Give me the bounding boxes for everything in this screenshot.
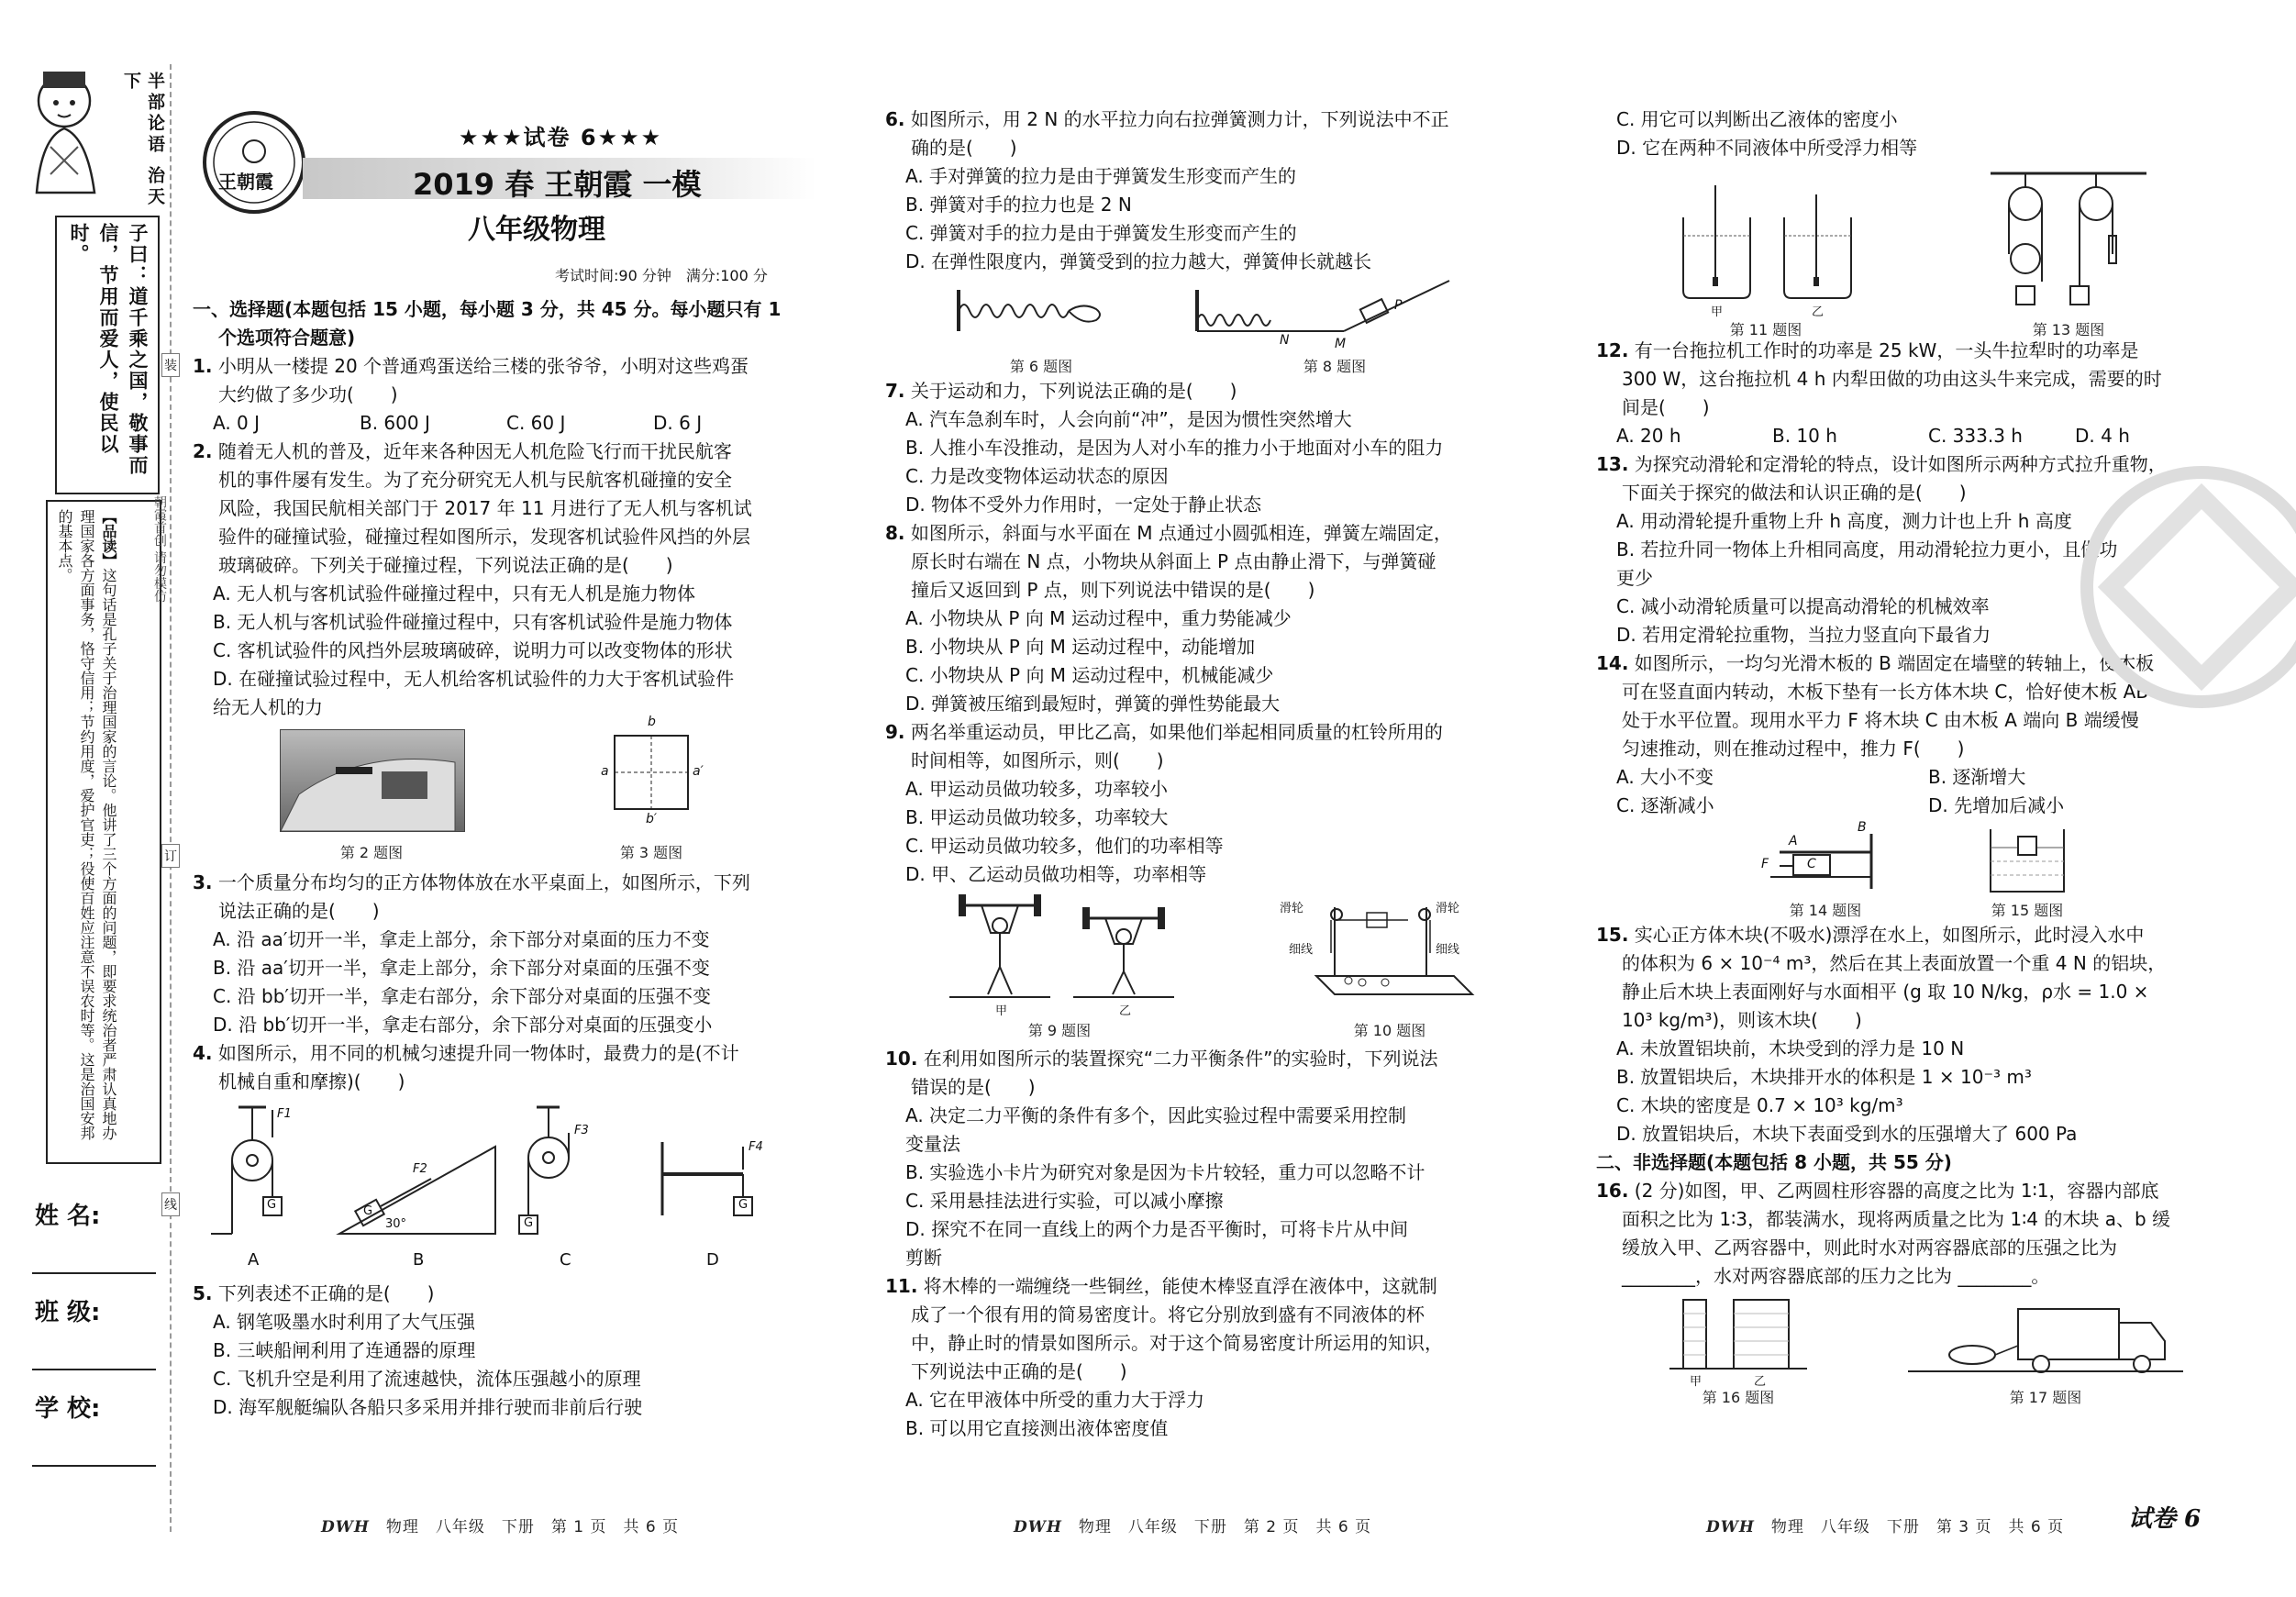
question-11: 11. 将木棒的一端缠绕一些铜丝，能使木棒竖直浮在液体中，这就制 (885, 1275, 1437, 1297)
fig-11-label-yi: 乙 (1812, 305, 1825, 319)
q2-opt-c[interactable]: C. 客机试验件的风挡外层玻璃破碎，说明力可以改变物体的形状 (213, 639, 733, 661)
fig-9-label-jia: 甲 (995, 1004, 1008, 1018)
subject-title: 八年级物理 (468, 214, 605, 246)
section-1-title-cont: 个选项符合题意) (218, 327, 356, 349)
q2-opt-d[interactable]: D. 在碰撞试验过程中，无人机给客机试验件的力大于客机试验件 (213, 668, 735, 690)
fig-4-g-a: G (267, 1198, 277, 1212)
scholar-illustration (23, 64, 110, 202)
fig-4-angle: 30° (385, 1217, 407, 1231)
q5-opt-d[interactable]: D. 海军舰艇编队各船只多采用并排行驶而非前后行驶 (213, 1396, 643, 1418)
q5-opt-c[interactable]: C. 飞机升空是利用了流速越快，流体压强越小的原理 (213, 1368, 641, 1390)
q14-options-row1 (1596, 763, 2220, 792)
question-16: 16. (2 分)如图，甲、乙两圆柱形容器的高度之比为 1∶1，容器内部底 (1596, 1180, 2159, 1202)
q13-opt-c[interactable]: C. 减小动滑轮质量可以提高动滑轮的机械效率 (1616, 595, 1990, 617)
q15-opt-a[interactable]: A. 未放置铝块前，木块受到的浮力是 10 N (1616, 1037, 1965, 1059)
fig-8-label-n: N (1280, 333, 1290, 348)
q6-opt-b[interactable]: B. 弹簧对手的拉力也是 2 N (905, 194, 1132, 216)
reading-box (46, 500, 161, 1164)
fig-9-label-yi: 乙 (1119, 1004, 1132, 1018)
q10-opt-b[interactable]: B. 实验选小卡片为研究对象是因为卡片较轻，重力可以忽略不计 (905, 1161, 1425, 1183)
q9-opt-b[interactable]: B. 甲运动员做功较多，功率较大 (905, 806, 1169, 828)
q1-opt-b[interactable]: B. 600 J (360, 412, 430, 434)
q6-opt-a[interactable]: A. 手对弹簧的拉力是由于弹簧发生形变而产生的 (905, 165, 1297, 187)
paper-tag: ★★★试卷 6★★★ (459, 125, 663, 150)
paper-badge: 试卷 6 (2128, 1505, 2202, 1533)
question-5: 5. 下列表述不正确的是( ) (193, 1282, 435, 1304)
q12-opt-a[interactable]: A. 20 h (1616, 425, 1681, 447)
fig-16-17-row (1596, 1291, 2220, 1406)
question-15: 15. 实心正方体木块(不吸水)漂浮在水上，如图所示，此时浸入水中 (1596, 924, 2145, 946)
reading-text: 这句话是孔子关于治理国家的言论。他讲了三个方面的问题，即要求统治者严肃认真地办理国家各方面事务，恪守信用；节约用度，爱护官吏；役使百姓应注意不误农时等。这是治国安邦的基本点。 (56, 509, 117, 1140)
q10-opt-a[interactable]: A. 决定二力平衡的条件有多个，因此实验过程中需要采用控制 (905, 1104, 1407, 1126)
fig-10-label-pulley1: 滑轮 (1280, 902, 1304, 915)
fig-3-diagram (596, 715, 706, 837)
q6-opt-c[interactable]: C. 弹簧对手的拉力是由于弹簧发生形变而产生的 (905, 222, 1297, 244)
question-14: 14. 如图所示，一均匀光滑木板的 B 端固定在墙壁的转轴上，使木板 (1596, 652, 2155, 674)
q12-opt-d[interactable]: D. 4 h (2075, 425, 2130, 447)
fig-11-label-jia: 甲 (1711, 305, 1724, 319)
q3-opt-d[interactable]: D. 沿 bb′切开一半，拿走右部分，余下部分对桌面的压强变小 (213, 1014, 713, 1036)
q15-opt-b[interactable]: B. 放置铝块后，木块排开水的体积是 1 × 10⁻³ m³ (1616, 1066, 2032, 1088)
class-field[interactable] (32, 1367, 156, 1370)
fig-2-3-row (193, 715, 816, 869)
fig-4-machines (193, 1096, 816, 1280)
q8-opt-a[interactable]: A. 小物块从 P 向 M 运动过程中，重力势能减少 (905, 607, 1292, 629)
fig-8-label-m: M (1335, 337, 1347, 351)
q11-opt-b[interactable]: B. 可以用它直接测出液体密度值 (905, 1417, 1169, 1439)
question-8: 8. 如图所示，斜面与水平面在 M 点通过小圆弧相连，弹簧左端固定， (885, 522, 1452, 544)
q3-opt-a[interactable]: A. 沿 aa′切开一半，拿走上部分，余下部分对桌面的压力不变 (213, 928, 710, 950)
fig-14-label-b: B (1858, 820, 1867, 835)
q3-opt-c[interactable]: C. 沿 bb′切开一半，拿走右部分，余下部分对桌面的压强不变 (213, 985, 711, 1007)
fig-6-8-row (885, 276, 1514, 377)
fig-14-caption: 第 14 题图 (1789, 902, 1862, 919)
fig-4-g-c: G (524, 1216, 534, 1230)
q11-opt-d[interactable]: D. 它在两种不同液体中所受浮力相等 (1616, 137, 1918, 159)
q8-opt-c[interactable]: C. 小物块从 P 向 M 运动过程中，机械能减少 (905, 664, 1274, 686)
footer-page-2: DWH 物理 八年级 下册 第 2 页 共 6 页 (1014, 1518, 1372, 1536)
q12-options (1596, 422, 2220, 450)
q14-opt-b[interactable]: B. 逐渐增大 (1928, 766, 2026, 788)
q9-opt-d[interactable]: D. 甲、乙运动员做功相等，功率相等 (905, 863, 1207, 885)
q12-opt-b[interactable]: B. 10 h (1772, 425, 1837, 447)
fig-4-label-b: B (413, 1250, 425, 1270)
fig-14-label-f: F (1761, 857, 1769, 871)
binding-tag-1: 装 (161, 353, 180, 377)
fig-4-label-d: D (706, 1250, 719, 1270)
q14-opt-d[interactable]: D. 先增加后减小 (1928, 794, 2065, 816)
exam-info: 考试时间:90 分钟 满分:100 分 (555, 267, 768, 284)
fig-13-caption: 第 13 题图 (2032, 321, 2105, 338)
q13-opt-a[interactable]: A. 用动滑轮提升重物上升 h 高度，测力计也上升 h 高度 (1616, 510, 2072, 532)
q1-options (193, 409, 816, 438)
q13-opt-d[interactable]: D. 若用定滑轮拉重物，当拉力竖直向下最省力 (1616, 624, 1991, 646)
question-9: 9. 两名举重运动员，甲比乙高，如果他们举起相同质量的杠铃所用的 (885, 721, 1443, 743)
question-7: 7. 关于运动和力，下列说法正确的是( ) (885, 380, 1237, 402)
q1-opt-c[interactable]: C. 60 J (506, 412, 566, 434)
binding-tag-2: 订 (161, 844, 180, 868)
fig-4-force-f4: F4 (749, 1140, 763, 1154)
quote-text: 子曰：道千乘之国，敬事而信，节用而爱人，使民以时。 (68, 223, 149, 476)
page-title: 2019 春 王朝霞 一模 (413, 167, 702, 202)
q7-opt-d[interactable]: D. 物体不受外力作用时，一定处于静止状态 (905, 494, 1262, 516)
fig-14-15-row (1596, 820, 2220, 921)
section-2-title: 二、非选择题(本题包括 8 小题，共 55 分) (1596, 1151, 1952, 1173)
column-2: 6. 如图所示，用 2 N 的水平拉力向右拉弹簧测力计，下列说法中不正 确的是( ) A. 手对弹簧的拉力是由于弹簧发生形变而产生的 B. 弹簧对手的拉力也是 2 N C. 弹簧对手的拉力是由于弹簧发生形变而产生的 D. 在弹性限度内，弹簧受到的拉力越大，弹簧伸长就越长 N M P 第 6 题图 第 8 题图 7. 关于运动和力，下列说法正确的是( ) A. 汽车急刹车时，人会向前“冲”，是因为惯性突然增大 B. 人推小车没推动，是因为人对小车的推力小于地面对小车的阻力 C. 力是改变物体运动状态的原因 D. 物体不受外力作用时，一定处于静止状态 8. 如图所示，斜面与水平面在 M 点通过小圆弧相连，弹簧左端固定， 原长时右端在 N 点，小物块从斜面上 P 点由静止滑下，与弹簧碰 撞后又返回到 P 点，则下列说法中错误的是( ) A. 小物块从 P 向 M 运动过程中，重力势能减少 B. 小物块从 P 向 M 运动过程中，动能增加 C. 小物块从 P 向 M 运动过程中，机械能减少 D. 弹簧被压缩到最短时，弹簧的弹性势能最大 9. 两名举重运动员，甲比乙高，如果他们举起相同质量的杠铃所用的 时间相等，如图所示，则( ) A. 甲运动员做功较多，功率较小 B. 甲运动员做功较多，功率较大 C. 甲运动员做功较多，他们的功率相等 D. 甲、乙运动员做功相等，功率相等 甲 乙 滑轮 滑轮 细线 细线 第 9 题图 第 10 题图 10. 在利用如图所示的装置探究“二力平衡条件”的实验时，下列说法 错误的是( ) A. 决定二力平衡的条件有多个，因此实验过程中需要采用控制 变量法 B. 实验选小卡片为研究对象是因为卡片较轻，重力可以忽略不计 C. 采用悬挂法进行实验，可以减小摩擦 D. 探究不在同一直线上的两个力是否平衡时，可将卡片从中间 剪断 11. 将木棒的一端缠绕一些铜丝，能使木棒竖直浮在液体中，这就制 成了一个很有用的简易密度计。将它分别放到盛有不同液体的杯 中，静止时的情景如图所示。对于这个简易密度计所运用的知识， 下列说法中正确的是( ) A. 它在甲液体中所受的重力大于浮力 B. 可以用它直接测出液体密度值 DWH 物理 八年级 下册 第 2 页 共 6 页 (885, 105, 1514, 1536)
fig-10-label-pulley2: 滑轮 (1436, 902, 1460, 915)
fig-2-caption: 第 2 题图 (339, 844, 404, 861)
sidebar (0, 0, 177, 1597)
question-4: 4. 如图所示，用不同的机械匀速提升同一物体时，最费力的是(不计 (193, 1042, 739, 1064)
reading-label: 【品读】 (100, 509, 117, 568)
q7-opt-a[interactable]: A. 汽车急刹车时，人会向前“冲”，是因为惯性突然增大 (905, 408, 1352, 430)
fig-3-label-b2: b′ (646, 812, 658, 826)
binding-tag-3: 线 (161, 1192, 180, 1216)
fig-16-caption: 第 16 题图 (1702, 1389, 1775, 1406)
fig-6-caption: 第 6 题图 (1009, 358, 1073, 375)
logo-text: 王朝霞 (218, 171, 273, 193)
question-3: 3. 一个质量分布均匀的正方体物体放在水平桌面上，如图所示，下列 (193, 871, 750, 893)
q9-opt-c[interactable]: C. 甲运动员做功较多，他们的功率相等 (905, 835, 1224, 857)
q14-opt-c[interactable]: C. 逐渐减小 (1616, 794, 1714, 816)
question-10: 10. 在利用如图所示的装置探究“二力平衡条件”的实验时，下列说法 (885, 1048, 1438, 1070)
fig-3-label-a2: a′ (693, 764, 704, 779)
question-2: 2. 随着无人机的普及，近年来各种因无人机危险飞行而干扰民航客 (193, 440, 732, 462)
fig-4-g-d: G (738, 1198, 749, 1212)
column-1: 王朝霞 ★★★试卷 6★★★ 2019 春 王朝霞 一模 八年级物理 考试时间:90 分钟 满分:100 分 一、选择题(本题包括 15 小题，每小题 3 分，共 45 分。每小题只有 1 个选项符合题意) 1. 小明从一楼提 20 个普通鸡蛋送给三楼的张爷爷，小明对这些鸡蛋 大约做了多少功( ) A. 0 J B. 600 J C. 60 J D. 6 J 2. 随着无人机的普及，近年来各种因无人机危险飞行而干扰民航客 机的事件屡有发生。为了充分研究无人机与民航客机碰撞的安全 风险，我国民航相关部门于 2017 年 11 月进行了无人机与客机试 验件的碰撞试验，碰撞过程如图所示，发现客机试验件风挡的外层 玻璃破碎。下列关于碰撞过程，下列说法正确的是( ) A. 无人机与客机试验件碰撞过程中，只有无人机是施力物体 B. 无人机与客机试验件碰撞过程中，只有客机试验件是施力物体 C. 客机试验件的风挡外层玻璃破碎，说明力可以改变物体的形状 D. 在碰撞试验过程中，无人机给客机试验件的力大于客机试验件 给无人机的力 第 2 题图 b a a′ b′ 第 3 题图 3. 一个质量分布均匀的正方体物体放在水平桌面上，如图所示，下列 说法正确的是( ) A. 沿 aa′切开一半，拿走上部分，余下部分对桌面的压力不变 B. 沿 aa′切开一半，拿走上部分，余下部分对桌面的压强不变 C. 沿 bb′切开一半，拿走右部分，余下部分对桌面的压强不变 D. 沿 bb′切开一半，拿走右部分，余下部分对桌面的压强变小 4. 如图所示，用不同的机械匀速提升同一物体时，最费力的是(不计 机械自重和摩擦)( ) F1 G F2 G 30° F3 G F4 G A B C D 5. 下列表述不正确的是( ) A. 钢笔吸墨水时利用了大气压强 B. 三峡船闸利用了连通器的原理 C. 飞机升空是利用了流速越快，流体压强越小的原理 D. 海军舰艇编队各船只多采用并排行驶而非前后行驶 DWH 物理 八年级 下册 第 1 页 共 6 页 (193, 0, 816, 1597)
q15-opt-d[interactable]: D. 放置铝块后，木块下表面受到水的压强增大了 600 Pa (1616, 1123, 2078, 1145)
watermark-seal (2082, 468, 2296, 706)
q5-opt-a[interactable]: A. 钢笔吸墨水时利用了大气压强 (213, 1311, 476, 1333)
fig-2-photo (280, 729, 465, 832)
q14-options-row2 (1596, 792, 2220, 820)
q2-opt-b[interactable]: B. 无人机与客机试验件碰撞过程中，只有客机试验件是施力物体 (213, 611, 733, 633)
footer-page-1: DWH 物理 八年级 下册 第 1 页 共 6 页 (321, 1518, 680, 1536)
question-13: 13. 为探究动滑轮和定滑轮的特点，设计如图所示两种方式拉升重物， (1596, 453, 2167, 475)
fig-4-force-f1: F1 (277, 1107, 292, 1121)
q1-opt-d[interactable]: D. 6 J (653, 412, 703, 434)
fig-4-force-f3: F3 (574, 1124, 589, 1137)
fig-10-label-string2: 细线 (1436, 943, 1460, 957)
q11-opt-c[interactable]: C. 用它可以判断出乙液体的密度小 (1616, 108, 1898, 130)
fig-8-label-p: P (1394, 298, 1403, 313)
fig-16-label-jia: 甲 (1690, 1375, 1703, 1389)
column-3: C. 用它可以判断出乙液体的密度小 D. 它在两种不同液体中所受浮力相等 甲 乙 第 11 题图 第 13 题图 12. 有一台拖拉机工作时的功率是 25 kW，一头牛拉犁时的功率是 300 W，这台拖拉机 4 h 内犁田做的功由这头牛来完成，需要的时 间是( ) A. 20 h B. 10 h C. 333.3 h D. 4 h 13. 为探究动滑轮和定滑轮的特点，设计如图所示两种方式拉升重物， 下面关于探究的做法和认识正确的是( ) A. 用动滑轮提升重物上升 h 高度，测力计也上升 h 高度 B. 若拉升同一物体上升相同高度，用动滑轮拉力更小，且做功 更少 C. 减小动滑轮质量可以提高动滑轮的机械效率 D. 若用定滑轮拉重物，当拉力竖直向下最省力 14. 如图所示，一均匀光滑木板的 B 端固定在墙壁的转轴上，使木板 可在竖直面内转动，木板下垫有一长方体木块 C，恰好使木板 AB 处于水平位置。现用水平力 F 将木块 C 由木板 A 端向 B 端缓慢 匀速推动，则在推动过程中，推力 F( ) A. 大小不变 B. 逐渐增大 C. 逐渐减小 D. 先增加后减小 A B C F 第 14 题图 第 15 题图 15. 实心正方体木块(不吸水)漂浮在水上，如图所示，此时浸入水中 的体积为 6 × 10⁻⁴ m³，然后在其上表面放置一个重 4 N 的铝块， 静止后木块上表面刚好与水面相平 (g 取 10 N/kg，ρ水 = 1.0 × 10³ kg/m³)，则该木块( ) A. 未放置铝块前，木块受到的浮力是 10 N B. 放置铝块后，木块排开水的体积是 1 × 10⁻³ m³ C. 木块的密度是 0.7 × 10³ kg/m³ D. 放置铝块后，木块下表面受到水的压强增大了 600 Pa 二、非选择题(本题包括 8 小题，共 55 分) 16. (2 分)如图，甲、乙两圆柱形容器的高度之比为 1∶1，容器内部底 面积之比为 1∶3，都装满水，现将两质量之比为 1∶4 的木块 a、b 缓 缓放入甲、乙两容器中，则此时水对两容器底部的压强之比为 ________，水对两容器底部的压力之比为 ________。 甲 乙 第 16 题图 第 17 题图 DWH 物理 八年级 下册 第 3 页 共 6 页 试卷 6 (1596, 105, 2220, 1536)
fig-10-caption: 第 10 题图 (1353, 1022, 1426, 1039)
fig-11-13-row (1596, 162, 2220, 337)
q1-opt-a[interactable]: A. 0 J (213, 412, 261, 434)
q14-opt-a[interactable]: A. 大小不变 (1616, 766, 1714, 788)
q8-opt-b[interactable]: B. 小物块从 P 向 M 运动过程中，动能增加 (905, 636, 1256, 658)
class-label: 班 级: (35, 1299, 101, 1326)
fig-9-10-row (885, 889, 1514, 1045)
fig-14-label-a: A (1789, 834, 1798, 848)
q12-opt-c[interactable]: C. 333.3 h (1928, 425, 2023, 447)
question-1: 1. 小明从一楼提 20 个普通鸡蛋送给三楼的张爷爷，小明对这些鸡蛋 (193, 355, 749, 377)
fig-3-label-a: a (601, 764, 609, 779)
q7-opt-b[interactable]: B. 人推小车没推动，是因为人对小车的推力小于地面对小车的阻力 (905, 437, 1444, 459)
fig-15-caption: 第 15 题图 (1991, 902, 2064, 919)
motto-title: 半部论语 治天下 (121, 72, 165, 208)
q6-opt-d[interactable]: D. 在弹性限度内，弹簧受到的拉力越大，弹簧伸长就越长 (905, 250, 1372, 272)
fig-4-force-f2: F2 (413, 1162, 427, 1176)
fig-8-caption: 第 8 题图 (1303, 358, 1367, 375)
q10-opt-c[interactable]: C. 采用悬挂法进行实验，可以减小摩擦 (905, 1190, 1224, 1212)
fig-4-g-b: G (363, 1204, 373, 1218)
q9-opt-a[interactable]: A. 甲运动员做功较多，功率较小 (905, 778, 1169, 800)
q8-opt-d[interactable]: D. 弹簧被压缩到最短时，弹簧的弹性势能最大 (905, 693, 1281, 715)
q15-opt-c[interactable]: C. 木块的密度是 0.7 × 10³ kg/m³ (1616, 1094, 1903, 1116)
q13-opt-b[interactable]: B. 若拉升同一物体上升相同高度，用动滑轮拉力更小，且做功 (1616, 538, 2118, 560)
q3-opt-b[interactable]: B. 沿 aa′切开一半，拿走上部分，余下部分对桌面的压强不变 (213, 957, 710, 979)
fig-14-label-c: C (1807, 857, 1816, 871)
section-1-title: 一、选择题(本题包括 15 小题，每小题 3 分，共 45 分。每小题只有 1 (193, 298, 782, 320)
q10-opt-d[interactable]: D. 探究不在同一直线上的两个力是否平衡时，可将卡片从中间 (905, 1218, 1409, 1240)
fig-3-caption: 第 3 题图 (619, 844, 683, 861)
name-label: 姓 名: (35, 1203, 101, 1230)
fig-16-label-yi: 乙 (1754, 1375, 1767, 1389)
fig-4-label-a: A (248, 1250, 260, 1270)
sidebar-tag: 朝霞首创 请勿模仿 (152, 495, 167, 603)
q11-opt-a[interactable]: A. 它在甲液体中所受的重力大于浮力 (905, 1389, 1205, 1411)
logo (202, 110, 307, 216)
name-field[interactable] (32, 1270, 156, 1274)
school-field[interactable] (32, 1463, 156, 1467)
question-12: 12. 有一台拖拉机工作时的功率是 25 kW，一头牛拉犁时的功率是 (1596, 339, 2139, 361)
quote-box (55, 216, 160, 494)
fig-4-label-c: C (560, 1250, 571, 1270)
binding-line (170, 64, 172, 1532)
fig-3-label-b: b (648, 715, 656, 729)
fig-11-caption: 第 11 题图 (1729, 321, 1802, 338)
q7-opt-c[interactable]: C. 力是改变物体运动状态的原因 (905, 465, 1169, 487)
fig-9-caption: 第 9 题图 (1027, 1022, 1092, 1039)
fig-17-caption: 第 17 题图 (2009, 1389, 2082, 1406)
school-label: 学 校: (35, 1395, 101, 1423)
footer-page-3: DWH 物理 八年级 下册 第 3 页 共 6 页 (1706, 1518, 2065, 1536)
q16-answer-blanks[interactable]: ________，水对两容器底部的压力之比为 ________。 (1622, 1265, 2050, 1287)
question-6: 6. 如图所示，用 2 N 的水平拉力向右拉弹簧测力计，下列说法中不正 (885, 108, 1449, 130)
fig-10-label-string1: 细线 (1289, 943, 1314, 957)
q5-opt-b[interactable]: B. 三峡船闸利用了连通器的原理 (213, 1339, 476, 1361)
q2-opt-a[interactable]: A. 无人机与客机试验件碰撞过程中，只有无人机是施力物体 (213, 582, 696, 604)
